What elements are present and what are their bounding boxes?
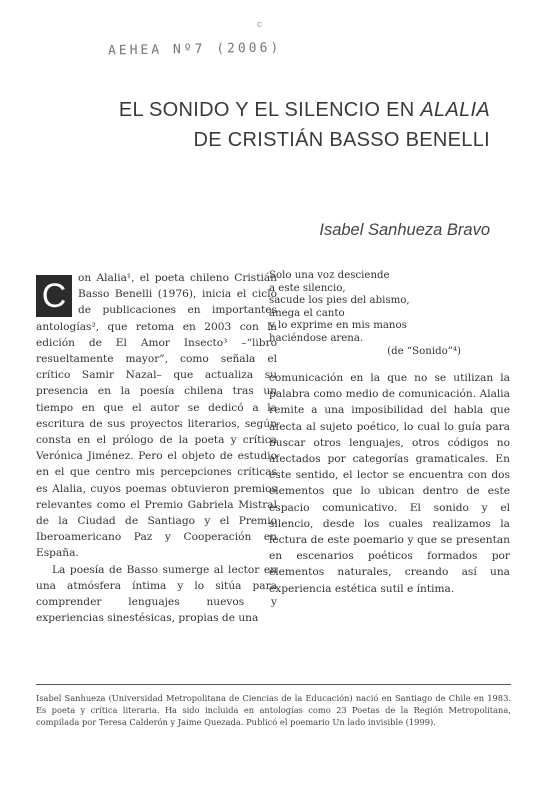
body-column-right [269,370,510,597]
title-line-1 [119,95,490,125]
poem-source: (de “Sonido”⁴) [387,345,461,357]
footnote-divider [36,684,511,685]
poem-line: haciéndose arena. [269,332,364,344]
margin-mark: c [257,20,263,30]
handwritten-note: AEHEA Nº7 (2006) [107,40,282,59]
author-footnote: Isabel Sanhueza (Universidad Metropolitana de Ciencias de la Educación) nació en Santiago de Chile en 1983. Es poeta y crítica literaria. Ha sido incluida en antologías como 23 Poetas de la Región Metropolitana, compilada por Teresa Calderón y Jaime Quezada. Publicó el poemario Un lado invisible (1999). [36,693,511,727]
body-column-left [36,270,277,626]
poem-line: anega el canto [269,307,345,319]
poem-line: a este silencio, [269,282,346,294]
poem-epigraph [269,270,509,358]
poem-line: sacude los pies del abismo, [269,295,410,307]
author-name: Isabel Sanhueza Bravo [319,221,490,239]
poem-line: Solo una voz desciende [269,270,390,281]
title-italic-word: ALALIA [420,99,490,121]
poem-line: y lo exprime en mis manos [269,320,407,332]
title-prefix: EL SONIDO Y EL SILENCIO EN [118,99,421,121]
paragraph-1: on Alalia¹, el poeta chileno Cristián Basso Benelli (1976), inicia el ciclo de publicaciones en importantes antologías², que retoma en 2003 con la edición de El Amor Insecto³ –“libro resueltamente mayor”, como señala el crítico Samir Nazal– que actualiza su presencia en la poesía chilena tras un tiempo en que el autor se dedicó a la escritura de sus proyectos literarios, según consta en el prólogo de la poeta y crítica Verónica Jiménez. Pero el objeto de estudio en el que centro mis percepciones críticas es Alalia, cuyos poemas obtuvieron premios relevantes como el Premio Gabriela Mistral de la Ciudad de Santiago y el Premio Iberoamericano Paz y Cooperación en España. [36,272,277,560]
drop-cap: C [36,275,72,317]
paragraph-3: comunicación en la que no se utilizan la palabra como medio de comunicación. Alalia remite a una imposibilidad del habla que afecta al sujeto poético, lo cual lo guía para buscar otros lenguajes, otros códigos no afectados por categorías gramaticales. En este sentido, el lector se encuentra con dos elementos que lo ubican dentro de este espacio comunicativo. El sonido y el silencio, desde los cuales realizamos la lectura de este poemario y que se presentan en escenarios poéticos formados por elementos naturales, creando así una experiencia estética sutil e íntima. [269,372,510,595]
paragraph-2: La poesía de Basso sumerge al lector en una atmósfera íntima y lo sitúa para comprender lenguajes nuevos y experiencias sinestésicas, propias de una [36,563,277,625]
article-title [119,95,490,155]
title-line-2: DE CRISTIÁN BASSO BENELLI [193,129,490,151]
